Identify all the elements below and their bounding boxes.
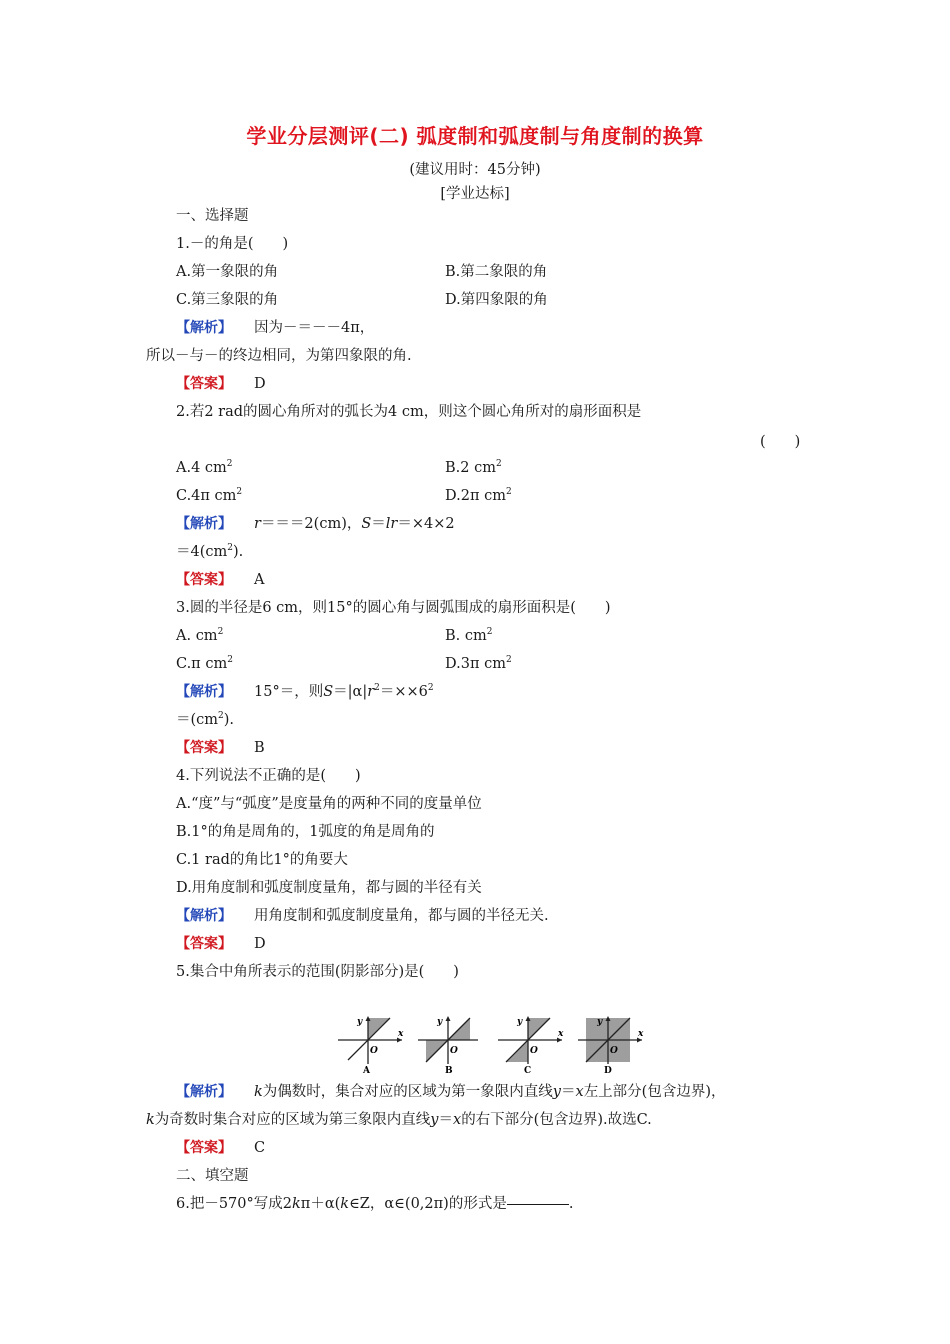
page-title: 学业分层测评(二) 弧度制和弧度制与角度制的换算 <box>246 124 704 148</box>
svg-text:O: O <box>530 1046 538 1056</box>
q2-option-c: C.4π $cm^2$ <box>176 487 243 504</box>
svg-text:O: O <box>450 1046 458 1056</box>
svg-text:O: O <box>370 1046 378 1056</box>
answer-blank[interactable] <box>507 1204 569 1205</box>
q3-option-c: C.π $cm^2$ <box>176 655 233 672</box>
q2-solution-line-1: 【解析】 r＝＝＝2(cm)，S＝lr＝×4×2 <box>176 516 455 532</box>
q5-answer: 【答案】 C <box>176 1140 266 1156</box>
q4-solution: 【解析】 用角度制和弧度制度量角，都与圆的半径无关. <box>176 908 549 924</box>
figure-b <box>418 1016 478 1074</box>
solution-tag: 【解析】 <box>176 908 232 924</box>
q1-stem: 1.－的角是( ) <box>176 236 289 252</box>
q3-option-b: B. $cm^2$ <box>445 627 493 644</box>
q1-solution-line-1: 【解析】 因为－＝－－4π， <box>176 320 375 336</box>
q3-solution-line-1: 【解析】 15°＝，则$S=|\alpha|r^2=\times\times 6^2$ <box>176 683 434 700</box>
figure-d <box>578 1016 644 1074</box>
solution-tag: 【解析】 <box>176 516 232 532</box>
answer-tag: 【答案】 <box>176 572 232 588</box>
figure-label-d: D <box>604 1066 612 1074</box>
q3-solution-line-2: $=(cm^2)$. <box>176 711 235 728</box>
q5-stem: 5.集合中角所表示的范围(阴影部分)是( ) <box>176 964 459 980</box>
q5-solution-line-2: k为奇数时集合对应的区域为第三象限内直线y＝x的右下部分(包含边界).故选C. <box>146 1112 652 1128</box>
solution-tag: 【解析】 <box>176 320 232 336</box>
solution-tag: 【解析】 <box>176 684 232 700</box>
q1-option-d: D.第四象限的角 <box>445 292 548 308</box>
q6-stem: 6.把－570°写成2kπ＋α(k∈Z，α∈(0,2π)的形式是 . <box>176 1196 574 1212</box>
q2-stem: 2.若2 rad的圆心角所对的弧长为4 cm，则这个圆心角所对的扇形面积是 <box>176 404 642 420</box>
section-heading-fill-in: 二、填空题 <box>176 1168 249 1184</box>
q2-solution-line-2: $=4(cm^2)$. <box>176 543 244 560</box>
q2-option-b: B.2 $cm^2$ <box>445 459 502 476</box>
svg-text:x: x <box>558 1029 564 1039</box>
q2-option-a: A.4 $cm^2$ <box>176 459 233 476</box>
figure-label-b: B <box>445 1066 453 1074</box>
q1-option-b: B.第二象限的角 <box>445 264 548 280</box>
q5-option-figures <box>336 1016 648 1074</box>
figure-label-a: A <box>363 1066 370 1074</box>
q4-option-a: A.“度”与“弧度”是度量角的两种不同的度量单位 <box>176 796 482 812</box>
section-heading-choice: 一、选择题 <box>176 208 249 224</box>
svg-text:O: O <box>610 1046 618 1056</box>
q2-option-d: D.2π $cm^2$ <box>445 487 512 504</box>
answer-tag: 【答案】 <box>176 376 232 392</box>
time-note: (建议用时：45分钟) <box>409 162 541 178</box>
q1-option-a: A.第一象限的角 <box>176 264 279 280</box>
q2-answer: 【答案】 A <box>176 572 265 588</box>
q1-answer: 【答案】 D <box>176 376 266 392</box>
q3-answer: 【答案】 B <box>176 740 265 756</box>
svg-text:x: x <box>638 1029 644 1039</box>
figure-a <box>338 1016 404 1074</box>
q4-answer: 【答案】 D <box>176 936 266 952</box>
q4-option-c: C.1 rad的角比1°的角要大 <box>176 852 348 868</box>
q1-option-c: C.第三象限的角 <box>176 292 279 308</box>
section-tag: [学业达标] <box>440 186 510 202</box>
q5-solution-line-1: 【解析】 k为偶数时，集合对应的区域为第一象限内直线y＝x左上部分(包含边界)， <box>176 1084 726 1100</box>
q4-option-b: B.1°的角是周角的，1弧度的角是周角的 <box>176 824 435 840</box>
answer-tag: 【答案】 <box>176 936 232 952</box>
q4-option-d: D.用角度制和弧度制度量角，都与圆的半径有关 <box>176 880 482 896</box>
q3-stem: 3.圆的半径是6 cm，则15°的圆心角与圆弧围成的扇形面积是( ) <box>176 600 611 616</box>
answer-tag: 【答案】 <box>176 740 232 756</box>
svg-text:y: y <box>597 1017 603 1027</box>
svg-text:y: y <box>357 1017 363 1027</box>
svg-text:x: x <box>398 1029 404 1039</box>
svg-text:y: y <box>517 1017 523 1027</box>
q4-stem: 4.下列说法不正确的是( ) <box>176 768 361 784</box>
q2-answer-bracket: ( ) <box>760 434 801 450</box>
figure-c <box>498 1016 564 1074</box>
svg-text:y: y <box>437 1017 443 1027</box>
q1-solution-line-2: 所以－与－的终边相同，为第四象限的角. <box>146 348 412 364</box>
q3-option-d: D.3π $cm^2$ <box>445 655 512 672</box>
answer-tag: 【答案】 <box>176 1140 232 1156</box>
q3-option-a: A. $cm^2$ <box>176 627 224 644</box>
figure-label-c: C <box>524 1066 532 1074</box>
solution-tag: 【解析】 <box>176 1084 232 1100</box>
